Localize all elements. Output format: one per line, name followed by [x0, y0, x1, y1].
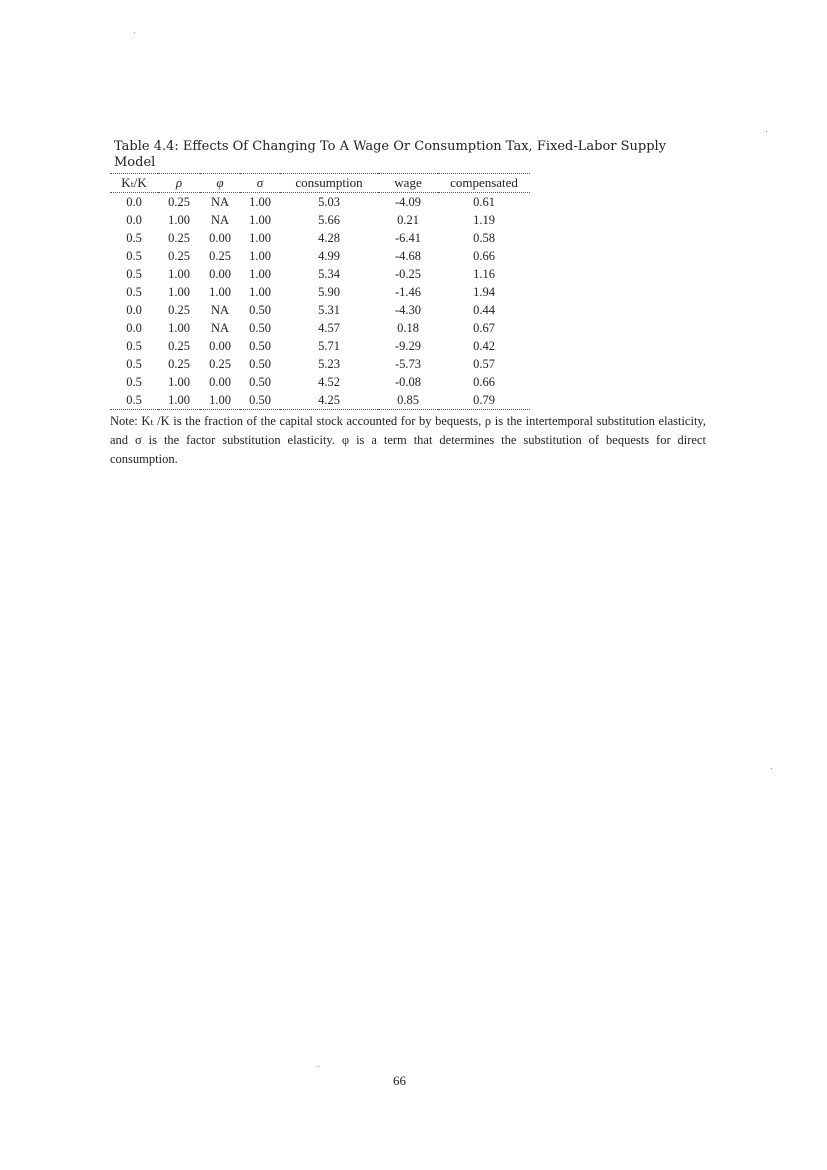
cell-kt-k: 0.5	[126, 285, 142, 299]
cell-consumption: 4.99	[318, 249, 340, 263]
header-sigma: σ	[256, 175, 264, 190]
cell-compensated: 0.66	[473, 249, 495, 263]
cell-wage: 0.85	[397, 393, 419, 407]
cell-wage: -6.41	[394, 231, 422, 245]
cell-wage: -1.46	[394, 285, 422, 299]
cell-phi: NA	[210, 213, 230, 227]
cell-kt-k: 0.5	[126, 393, 142, 407]
cell-compensated: 1.16	[473, 267, 495, 281]
cell-rho: 1.00	[168, 285, 190, 299]
table-row	[110, 193, 530, 212]
scan-speck	[771, 768, 772, 769]
cell-wage: -0.08	[394, 375, 422, 389]
cell-sigma: 1.00	[249, 267, 271, 281]
table-row	[110, 211, 530, 229]
cell-consumption: 4.28	[318, 231, 340, 245]
table-row	[110, 265, 530, 283]
table-row	[110, 337, 530, 355]
cell-consumption: 5.34	[318, 267, 340, 281]
cell-consumption: 4.52	[318, 375, 340, 389]
header-kt-k: Kₜ/K	[121, 175, 147, 190]
table-row	[110, 373, 530, 391]
cell-sigma: 1.00	[249, 285, 271, 299]
cell-rho: 1.00	[168, 375, 190, 389]
cell-compensated: 0.44	[473, 303, 495, 317]
cell-sigma: 0.50	[249, 357, 271, 371]
cell-compensated: 0.58	[473, 231, 495, 245]
table-row	[110, 283, 530, 301]
header-rho: ρ	[175, 175, 183, 190]
cell-compensated: 0.66	[473, 375, 495, 389]
cell-rho: 1.00	[168, 213, 190, 227]
cell-rho: 0.25	[168, 249, 190, 263]
cell-wage: -4.68	[394, 249, 422, 263]
table-header-row	[110, 174, 530, 193]
cell-sigma: 0.50	[249, 375, 271, 389]
cell-compensated: 0.61	[473, 195, 495, 209]
cell-kt-k: 0.0	[126, 303, 142, 317]
scan-speck	[318, 1066, 319, 1067]
cell-phi: 0.00	[209, 339, 231, 353]
header-phi: φ	[216, 175, 224, 190]
cell-kt-k: 0.0	[126, 213, 142, 227]
cell-wage: 0.18	[397, 321, 419, 335]
cell-consumption: 4.25	[318, 393, 340, 407]
cell-consumption: 5.31	[318, 303, 340, 317]
scan-speck	[134, 32, 135, 33]
cell-rho: 0.25	[168, 339, 190, 353]
header-compensated: compensated	[450, 175, 518, 190]
table-row	[110, 391, 530, 410]
cell-kt-k: 0.5	[126, 249, 142, 263]
table-note: Note: Kₜ /K is the fraction of the capital stock accounted for by bequests, ρ is the intertemporal substitution elasticity, and σ is the factor substitution elasticity. φ is a term that determines the substitution of bequests for direct consumption.	[110, 414, 706, 466]
cell-phi: 0.00	[209, 231, 231, 245]
cell-consumption: 4.57	[318, 321, 340, 335]
cell-rho: 0.25	[168, 195, 190, 209]
cell-compensated: 0.79	[473, 393, 495, 407]
cell-sigma: 0.50	[249, 393, 271, 407]
cell-rho: 1.00	[168, 393, 190, 407]
cell-sigma: 0.50	[249, 321, 271, 335]
cell-kt-k: 0.5	[126, 357, 142, 371]
cell-compensated: 1.19	[473, 213, 495, 227]
cell-wage: -0.25	[394, 267, 422, 281]
cell-phi: 0.25	[209, 357, 231, 371]
cell-sigma: 0.50	[249, 303, 271, 317]
cell-rho: 1.00	[168, 321, 190, 335]
cell-consumption: 5.71	[318, 339, 340, 353]
cell-sigma: 1.00	[249, 231, 271, 245]
table-row	[110, 319, 530, 337]
cell-consumption: 5.23	[318, 357, 340, 371]
cell-phi: NA	[210, 195, 230, 209]
cell-sigma: 0.50	[249, 339, 271, 353]
cell-wage: -5.73	[394, 357, 422, 371]
table-caption: Table 4.4: Effects Of Changing To A Wage Or Consumption Tax, Fixed-Labor Supply Model	[114, 139, 667, 170]
cell-rho: 0.25	[168, 231, 190, 245]
cell-kt-k: 0.5	[126, 339, 142, 353]
cell-wage: -4.30	[394, 303, 422, 317]
cell-phi: 1.00	[209, 285, 231, 299]
cell-kt-k: 0.5	[126, 267, 142, 281]
table-row	[110, 301, 530, 319]
header-consumption: consumption	[295, 175, 363, 190]
cell-rho: 0.25	[168, 303, 190, 317]
cell-compensated: 0.42	[473, 339, 495, 353]
scan-speck	[766, 131, 767, 132]
table-row	[110, 355, 530, 373]
cell-phi: NA	[210, 303, 230, 317]
cell-wage: -9.29	[394, 339, 422, 353]
cell-consumption: 5.03	[318, 195, 340, 209]
cell-sigma: 1.00	[249, 213, 271, 227]
cell-consumption: 5.66	[318, 213, 340, 227]
cell-rho: 1.00	[168, 267, 190, 281]
cell-kt-k: 0.5	[126, 375, 142, 389]
cell-sigma: 1.00	[249, 195, 271, 209]
cell-compensated: 1.94	[473, 285, 495, 299]
cell-sigma: 1.00	[249, 249, 271, 263]
cell-kt-k: 0.0	[126, 195, 142, 209]
cell-kt-k: 0.0	[126, 321, 142, 335]
cell-phi: 0.00	[209, 375, 231, 389]
cell-phi: 0.25	[209, 249, 231, 263]
results-table	[110, 173, 530, 410]
cell-phi: 0.00	[209, 267, 231, 281]
page-number: 66	[393, 1073, 406, 1088]
cell-wage: 0.21	[397, 213, 419, 227]
cell-rho: 0.25	[168, 357, 190, 371]
header-wage: wage	[394, 175, 422, 190]
cell-wage: -4.09	[394, 195, 422, 209]
cell-compensated: 0.57	[473, 357, 495, 371]
cell-phi: NA	[210, 321, 230, 335]
table-row	[110, 229, 530, 247]
table-row	[110, 247, 530, 265]
cell-phi: 1.00	[209, 393, 231, 407]
table-body	[110, 193, 530, 410]
cell-kt-k: 0.5	[126, 231, 142, 245]
cell-compensated: 0.67	[473, 321, 495, 335]
cell-consumption: 5.90	[318, 285, 340, 299]
